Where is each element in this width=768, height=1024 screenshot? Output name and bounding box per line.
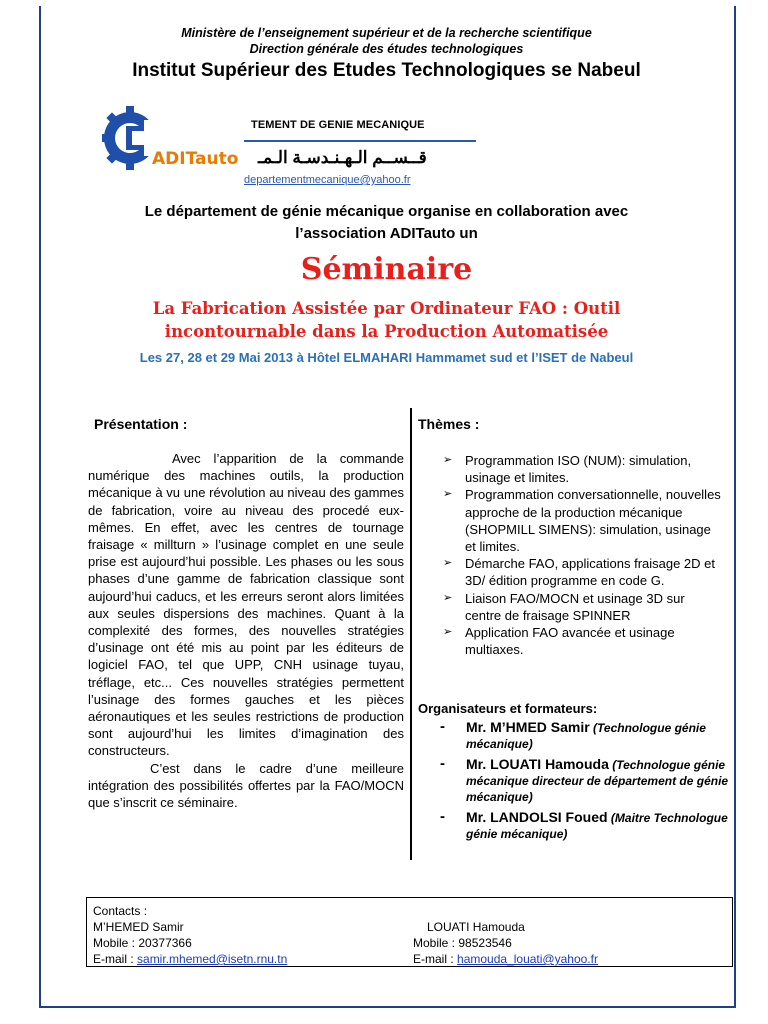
presentation-paragraph-2: C’est dans le cadre d’une meilleure intégration des possibilités offertes par la FAO/MOCN que s’inscrit ce séminaire. — [88, 760, 404, 811]
organizer-name: Mr. LOUATI Hamouda — [466, 756, 609, 772]
ministry-line: Ministère de l’enseignement supérieur et de la recherche scientifique — [181, 26, 592, 40]
organizers-heading: Organisateurs et formateurs: — [418, 701, 598, 716]
presentation-heading: Présentation : — [94, 416, 188, 432]
direction-line: Direction générale des études technologiques — [249, 42, 524, 56]
organizer-title: (Technologue génie mécanique) — [466, 721, 706, 751]
theme-item — [443, 590, 723, 624]
mobile-value: 20377366 — [138, 936, 192, 950]
email-link[interactable]: hamouda_louati@yahoo.fr — [457, 952, 598, 966]
contact-right-mobile — [413, 935, 598, 951]
seminar-subtitle-line-2: incontournable dans la Production Automatisée — [164, 322, 609, 341]
presentation-paragraph-1: Avec l’apparition de la commande numérique des machines outils, la production mécanique à vu une révolution au niveau des gammes de fabrication, voire au niveau des procedé eux-mêmes. En effet, avec les centres de tournage fraisage « millturn » l’usinage complet en une seule prise est aujourd’hui possible. Les phases ou les sous phases d’une gamme de fabrication classique sont aujourd’hui caducs, et les erreurs seront alors limitées aux seules dispersions des machines. Quant à la complexité des formes, des nouvelles stratégies d’usinage ont été mis au point par les éditeurs de logiciel FAO, tel que UPP, CNH usinage tuyau, tréflage, etc... Ces nouvelles stratégies permettent l’usinage des formes gauches et les pièces aéronautiques et les seules restrictions de production sont aujourd’hui les limites d’imagination des constructeurs. — [88, 451, 404, 759]
mobile-label: Mobile : — [93, 936, 136, 950]
department-name-ar: قــســم الـهـنـدسـة الـمـ — [258, 148, 427, 167]
organizer-item — [440, 809, 730, 842]
arrow-bullet-icon: ➢ — [443, 557, 453, 570]
arrow-bullet-icon: ➢ — [443, 454, 453, 466]
contacts-box — [86, 897, 733, 967]
contact-left-mobile — [93, 935, 287, 951]
column-divider — [410, 408, 412, 860]
department-email-link[interactable]: departementmecanique@yahoo.fr — [244, 174, 411, 186]
department-underline — [244, 140, 476, 142]
email-label: E-mail : — [93, 952, 134, 966]
theme-item — [443, 452, 723, 486]
contact-right — [413, 919, 598, 967]
theme-item — [443, 555, 723, 589]
organizers-list — [440, 719, 730, 846]
arrow-bullet-icon: ➢ — [443, 591, 453, 604]
seminar-subtitle-line-1: La Fabrication Assistée par Ordinateur FAO : Outil — [152, 299, 621, 318]
theme-item — [443, 486, 723, 555]
contact-left-email — [93, 951, 287, 967]
institute-title: Institut Supérieur des Etudes Technologiques se Nabeul — [132, 60, 641, 81]
contact-left — [93, 919, 287, 967]
organizer-name: Mr. M’HMED Samir — [466, 719, 590, 735]
email-label: E-mail : — [413, 952, 454, 966]
department-name-fr: TEMENT DE GENIE MECANIQUE — [251, 119, 425, 131]
mobile-label: Mobile : — [413, 936, 456, 950]
contact-left-name: M’HEMED Samir — [93, 920, 184, 934]
intro-line-2: l’association ADITauto un — [295, 225, 478, 242]
seminar-subtitle — [40, 297, 733, 343]
themes-heading: Thèmes : — [418, 416, 480, 432]
dash-bullet-icon: - — [440, 755, 445, 772]
organizer-title: (Maitre Technologue génie mécanique) — [466, 811, 728, 841]
dash-bullet-icon: - — [440, 718, 445, 735]
email-link[interactable]: samir.mhemed@isetn.rnu.tn — [137, 952, 288, 966]
dash-bullet-icon: - — [440, 808, 445, 825]
themes-list — [443, 452, 723, 658]
theme-text: Démarche FAO, applications fraisage 2D et 3D/ édition programme en code G. — [465, 556, 716, 589]
presentation-body — [88, 450, 404, 811]
organizer-title: (Technologue génie mécanique directeur de département de génie mécanique) — [466, 758, 729, 804]
intro-line-1: Le département de génie mécanique organise en collaboration avec — [144, 203, 629, 220]
seminar-dates: Les 27, 28 et 29 Mai 2013 à Hôtel ELMAHARI Hammamet sud et l’ISET de Nabeul — [139, 350, 634, 365]
arrow-bullet-icon: ➢ — [443, 626, 453, 639]
organizer-item — [440, 719, 730, 752]
association-logo-text: ADITauto — [152, 149, 239, 169]
contacts-heading: Contacts : — [93, 904, 148, 918]
organizer-item — [440, 756, 730, 805]
contact-right-email — [413, 951, 598, 967]
intro-text — [40, 201, 733, 245]
organizer-name: Mr. LANDOLSI Foued — [466, 809, 608, 825]
mobile-value: 98523546 — [458, 936, 512, 950]
theme-text: Programmation ISO (NUM): simulation, usinage et limites. — [465, 453, 692, 486]
seminar-title: Séminaire — [300, 252, 473, 287]
theme-text: Liaison FAO/MOCN et usinage 3D sur centre de fraisage SPINNER — [465, 590, 685, 623]
contact-right-name: LOUATI Hamouda — [427, 920, 525, 934]
theme-item — [443, 624, 723, 658]
arrow-bullet-icon: ➢ — [443, 488, 453, 501]
theme-text: Programmation conversationnelle, nouvelles approche de la production mécanique (SHOPMILL SIMENS): simulation, usinage et limites. — [465, 487, 721, 555]
theme-text: Application FAO avancée et usinage multiaxes. — [465, 625, 675, 658]
